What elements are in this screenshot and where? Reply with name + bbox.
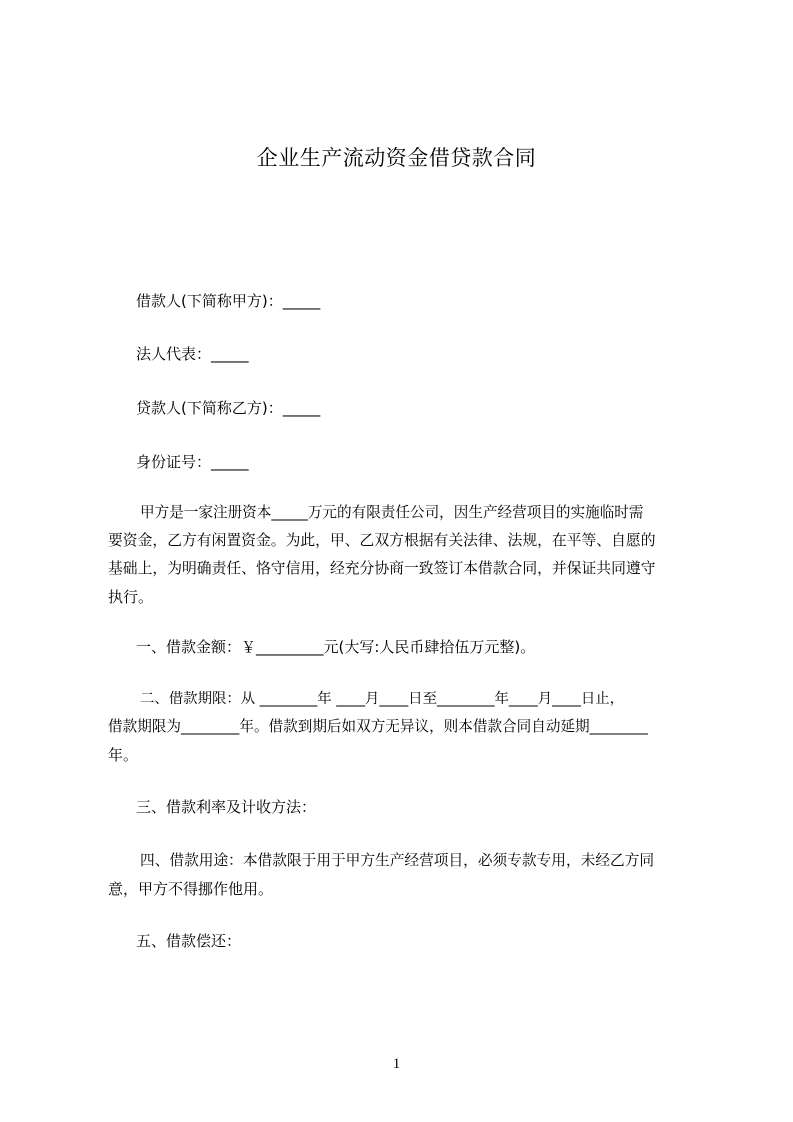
page-number: 1: [392, 1056, 401, 1072]
clause-2-line-3: 年。: [108, 746, 139, 764]
borrower-field: 借款人(下简称甲方)：_____: [136, 292, 321, 310]
clause-2-line-2: 借款期限为________年。借款到期后如双方无异议，则本借款合同自动延期________: [108, 718, 648, 735]
intro-line-1: 甲方是一家注册资本_____万元的有限责任公司，因生产经营项目的实施临时需: [140, 504, 644, 521]
clause-4-purpose: [108, 847, 700, 903]
clause-5-repayment: 五、借款偿还：: [136, 932, 242, 950]
id-number-field: 身份证号：_____: [136, 453, 249, 471]
intro-paragraph: [108, 499, 700, 611]
legal-rep-field: 法人代表：_____: [136, 345, 249, 363]
intro-line-4: 执行。: [108, 588, 154, 606]
clause-2-line-1: 二、借款期限：从 ________年 ____月____日至________年____月____日止，: [140, 691, 625, 707]
clause-4-line-1: 四、借款用途：本借款限于用于甲方生产经营项目，必须专款专用，未经乙方同: [140, 852, 655, 869]
lender-field: 贷款人(下简称乙方)：_____: [136, 399, 321, 417]
clause-2-term: [108, 685, 700, 769]
clause-1-amount: 一、借款金额：￥_________元(大写:人民币肆拾伍万元整)。: [136, 638, 536, 656]
clause-4-line-2: 意，甲方不得挪作他用。: [108, 880, 274, 898]
clause-3-interest: 三、借款利率及计收方法：: [136, 798, 317, 816]
intro-line-2: 要资金，乙方有闲置资金。为此，甲、乙双方根据有关法律、法规，在平等、自愿的: [108, 532, 656, 549]
document-title: 企业生产流动资金借贷款合同: [256, 146, 537, 170]
intro-line-3: 基础上，为明确责任、恪守信用，经充分协商一致签订本借款合同，并保证共同遵守: [108, 560, 656, 577]
